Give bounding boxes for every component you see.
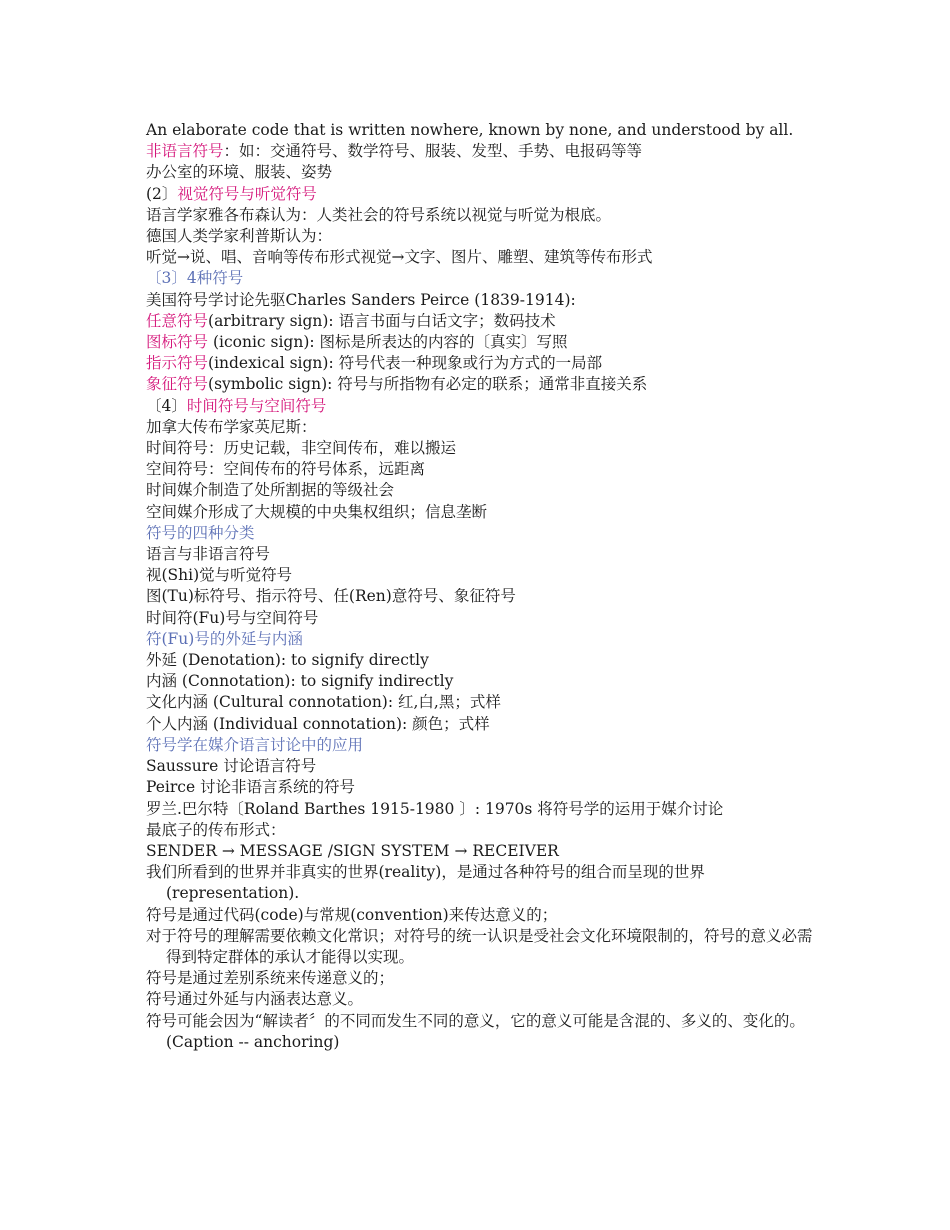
text-segment: 空间符号：空间传布的符号体系，远距离: [146, 460, 426, 479]
text-segment: 符号可能会因为“解读者〞的不同而发生不同的意义，它的意义可能是含混的、多义的、变化的。(Caption -- anchoring): [146, 1011, 805, 1051]
text-segment: An elaborate code that is written nowhere, known by none, and understood by all.: [146, 121, 794, 139]
text-line: [146, 756, 826, 777]
text-line: [146, 989, 826, 1010]
text-line: [146, 332, 826, 353]
text-segment: 德国人类学家利普斯认为：: [146, 227, 333, 246]
text-segment: (iconic sign): 图标是所表达的内容的〔真实〕写照: [208, 333, 568, 352]
text-line: [146, 502, 826, 523]
text-line: [146, 820, 826, 841]
text-line: [146, 353, 826, 374]
text-line: [146, 480, 826, 501]
text-line: [146, 459, 826, 480]
text-line: [146, 205, 826, 226]
text-segment: SENDER → MESSAGE /SIGN SYSTEM → RECEIVER: [146, 841, 559, 860]
text-segment: 符号是通过差别系统来传递意义的；: [146, 969, 395, 988]
text-line: [146, 311, 826, 332]
text-segment: 视(Shi)觉与听觉符号: [146, 566, 293, 585]
text-line: [146, 629, 826, 650]
text-line: [146, 120, 826, 141]
text-line: [146, 735, 826, 756]
text-line: [146, 862, 826, 904]
text-line: [146, 926, 826, 968]
text-line: [146, 586, 826, 607]
text-segment: 文化内涵 (Cultural connotation): 红,白,黑；式样: [146, 693, 501, 712]
highlighted-term: 时间符号与空间符号: [186, 396, 327, 415]
text-line: [146, 841, 826, 862]
document-body: [146, 120, 826, 1053]
text-line: [146, 650, 826, 671]
text-line: [146, 565, 826, 586]
text-line: [146, 141, 826, 162]
text-line: [146, 799, 826, 820]
text-segment: (2〕: [146, 184, 178, 203]
text-line: [146, 968, 826, 989]
highlighted-term: 任意符号: [146, 311, 209, 330]
text-line: [146, 417, 826, 438]
text-segment: 罗兰.巴尔特〔Roland Barthes 1915-1980 〕: 1970s 将符号学的运用于媒介讨论: [146, 799, 724, 818]
text-segment: 符号通过外延与内涵表达意义。: [146, 990, 364, 1009]
text-line: [146, 290, 826, 311]
text-segment: Peirce 讨论非语言系统的符号: [146, 778, 356, 797]
text-line: [146, 226, 826, 247]
text-segment: 图(Tu)标符号、指示符号、任(Ren)意符号、象征符号: [146, 587, 516, 606]
highlighted-term: 图标符号: [146, 333, 209, 352]
text-line: [146, 523, 826, 544]
text-segment: 空间媒介形成了大规模的中央集权组织；信息垄断: [146, 502, 488, 521]
text-line: [146, 438, 826, 459]
text-segment: Saussure 讨论语言符号: [146, 757, 317, 776]
highlighted-term: 非语言符号: [146, 142, 224, 161]
text-segment: 符号是通过代码(code)与常规(convention)来传达意义的；: [146, 905, 558, 924]
text-segment: ：如：交通符号、数学符号、服装、发型、手势、电报码等等: [223, 142, 643, 161]
text-segment: (indexical sign): 符号代表一种现象或行为方式的一局部: [208, 354, 603, 373]
text-segment: 办公室的环境、服装、姿势: [146, 163, 333, 182]
text-line: [146, 544, 826, 565]
text-line: [146, 1011, 826, 1053]
section-heading: 〔3〕4种符号: [146, 269, 244, 288]
highlighted-term: 象征符号: [146, 375, 209, 394]
text-line: [146, 162, 826, 183]
highlighted-term: 视觉符号与听觉符号: [177, 184, 317, 203]
text-segment: (symbolic sign): 符号与所指物有必定的联系；通常非直接关系: [208, 375, 648, 394]
text-segment: 美国符号学讨论先驱Charles Sanders Peirce (1839-1914):: [146, 290, 576, 309]
text-line: [146, 714, 826, 735]
text-segment: 听觉→说、唱、音响等传布形式视觉→文字、图片、雕塑、建筑等传布形式: [146, 248, 653, 267]
text-line: [146, 905, 826, 926]
text-segment: 外延 (Denotation): to signify directly: [146, 651, 429, 670]
text-segment: 时间符号：历史记载，非空间传布，难以搬运: [146, 439, 457, 458]
text-segment: 个人内涵 (Individual connotation): 颜色；式样: [146, 714, 490, 733]
text-segment: 内涵 (Connotation): to signify indirectly: [146, 672, 454, 691]
text-segment: 对于符号的理解需要依赖文化常识；对符号的统一认识是受社会文化环境限制的，符号的意义必需得到特定群体的承认才能得以实现。: [146, 926, 813, 966]
text-line: [146, 184, 826, 205]
text-line: [146, 608, 826, 629]
text-line: [146, 268, 826, 289]
text-line: [146, 396, 826, 417]
text-line: [146, 671, 826, 692]
text-line: [146, 692, 826, 713]
text-segment: 语言学家雅各布森认为：人类社会的符号系统以视觉与听觉为根底。: [146, 205, 612, 224]
text-segment: (arbitrary sign): 语言书面与白话文字；数码技术: [208, 311, 556, 330]
text-segment: 我们所看到的世界并非真实的世界(reality)，是通过各种符号的组合而呈现的世界(representation).: [146, 863, 705, 903]
text-line: [146, 777, 826, 798]
section-heading: 符号的四种分类: [146, 523, 255, 542]
text-segment: 最底子的传布形式：: [146, 820, 286, 839]
section-heading: 符号学在媒介语言讨论中的应用: [146, 735, 364, 754]
text-segment: 加拿大传布学家英尼斯：: [146, 417, 317, 436]
highlighted-term: 指示符号: [146, 354, 209, 373]
text-segment: 时间媒介制造了处所割据的等级社会: [146, 481, 395, 500]
section-heading: 符(Fu)号的外延与内涵: [146, 629, 303, 648]
text-segment: 〔4〕: [146, 396, 187, 415]
text-segment: 时间符(Fu)号与空间符号: [146, 608, 319, 627]
text-line: [146, 374, 826, 395]
text-line: [146, 247, 826, 268]
text-segment: 语言与非语言符号: [146, 545, 271, 564]
